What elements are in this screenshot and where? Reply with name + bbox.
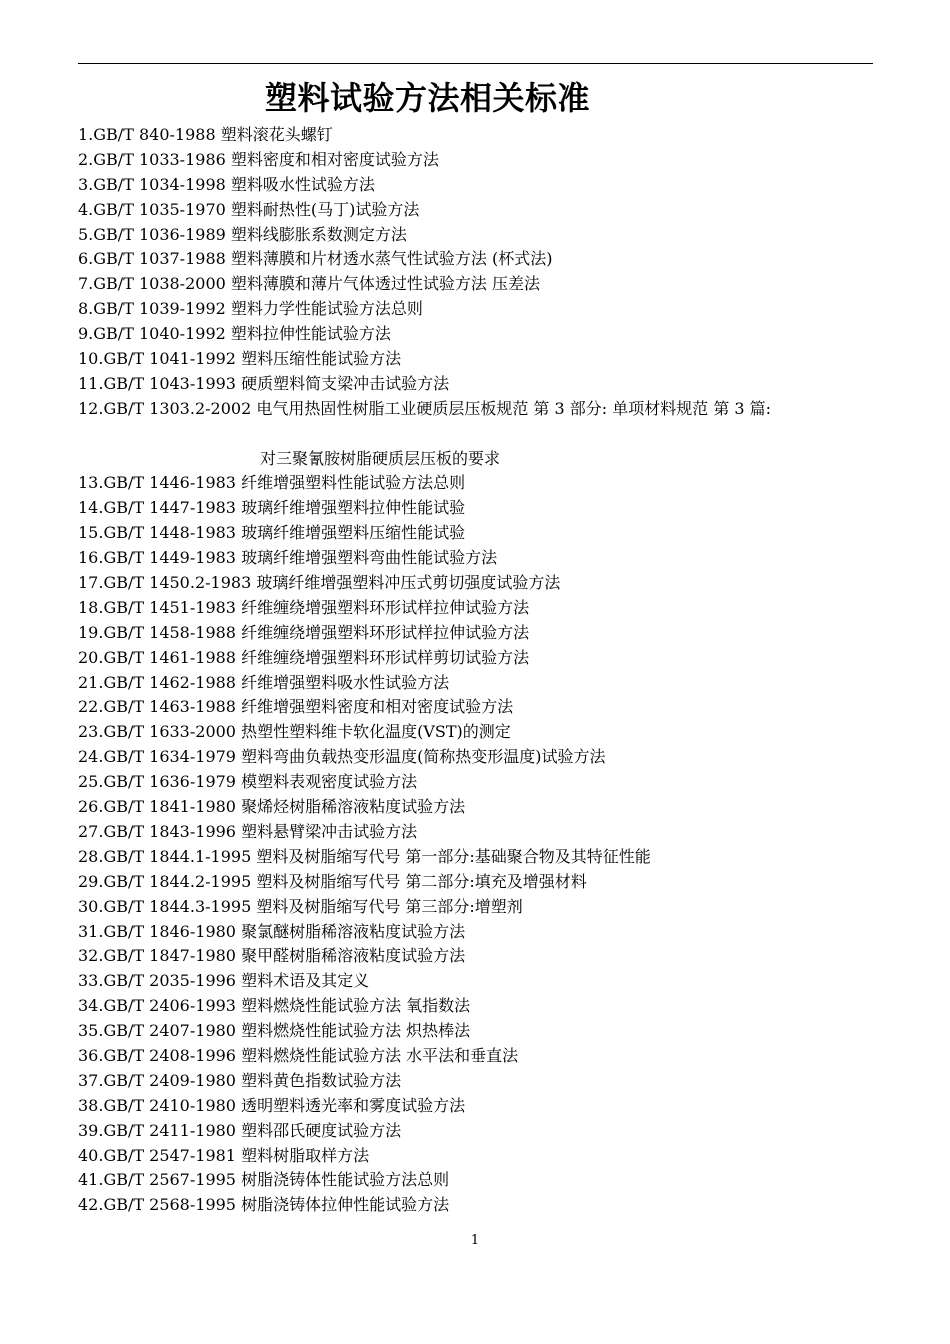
list-item: 11.GB/T 1043-1993 硬质塑料简支梁冲击试验方法: [78, 373, 450, 393]
list-item: 15.GB/T 1448-1983 玻璃纤维增强塑料压缩性能试验: [78, 523, 466, 543]
standards-list: [78, 123, 908, 1218]
list-item: 7.GB/T 1038-2000 塑料薄膜和薄片气体透过性试验方法 压差法: [78, 274, 540, 294]
list-item: 30.GB/T 1844.3-1995 塑料及树脂缩写代号 第三部分:增塑剂: [78, 896, 523, 916]
list-item: 34.GB/T 2406-1993 塑料燃烧性能试验方法 氧指数法: [78, 996, 471, 1016]
list-item: 42.GB/T 2568-1995 树脂浇铸体拉伸性能试验方法: [78, 1195, 450, 1215]
list-item: 2.GB/T 1033-1986 塑料密度和相对密度试验方法: [78, 149, 439, 169]
document-title: 塑料试验方法相关标准: [264, 79, 590, 117]
list-item: 29.GB/T 1844.2-1995 塑料及树脂缩写代号 第二部分:填充及增强材料: [78, 871, 587, 891]
list-item: 16.GB/T 1449-1983 玻璃纤维增强塑料弯曲性能试验方法: [78, 548, 498, 568]
list-item: 24.GB/T 1634-1979 塑料弯曲负载热变形温度(简称热变形温度)试验方法: [78, 747, 606, 767]
list-item: 3.GB/T 1034-1998 塑料吸水性试验方法: [78, 174, 375, 194]
list-item: 28.GB/T 1844.1-1995 塑料及树脂缩写代号 第一部分:基础聚合物及其特征性能: [78, 846, 651, 866]
list-item: 25.GB/T 1636-1979 模塑料表观密度试验方法: [78, 772, 418, 792]
list-item-continuation: 对三聚氰胺树脂硬质层压板的要求: [260, 448, 501, 468]
list-item: 17.GB/T 1450.2-1983 玻璃纤维增强塑料冲压式剪切强度试验方法: [78, 573, 561, 593]
list-item: 32.GB/T 1847-1980 聚甲醛树脂稀溶液粘度试验方法: [78, 946, 466, 966]
list-item: 13.GB/T 1446-1983 纤维增强塑料性能试验方法总则: [78, 473, 466, 493]
list-item: 35.GB/T 2407-1980 塑料燃烧性能试验方法 炽热棒法: [78, 1021, 471, 1041]
list-item: 36.GB/T 2408-1996 塑料燃烧性能试验方法 水平法和垂直法: [78, 1045, 519, 1065]
list-item: 9.GB/T 1040-1992 塑料拉伸性能试验方法: [78, 324, 391, 344]
list-item: 20.GB/T 1461-1988 纤维缠绕增强塑料环形试样剪切试验方法: [78, 647, 530, 667]
blank-line: [78, 422, 908, 447]
list-item: 1.GB/T 840-1988 塑料滚花头螺钉: [78, 125, 333, 144]
page-number: 1: [470, 1233, 480, 1248]
list-item: 27.GB/T 1843-1996 塑料悬臂梁冲击试验方法: [78, 821, 418, 841]
list-item: 4.GB/T 1035-1970 塑料耐热性(马丁)试验方法: [78, 199, 420, 219]
list-item: 19.GB/T 1458-1988 纤维缠绕增强塑料环形试样拉伸试验方法: [78, 622, 530, 642]
list-item: 39.GB/T 2411-1980 塑料邵氏硬度试验方法: [78, 1120, 402, 1140]
list-item: 31.GB/T 1846-1980 聚氯醚树脂稀溶液粘度试验方法: [78, 921, 466, 941]
list-item: 26.GB/T 1841-1980 聚烯烃树脂稀溶液粘度试验方法: [78, 797, 466, 817]
list-item: 33.GB/T 2035-1996 塑料术语及其定义: [78, 971, 370, 991]
list-item: 10.GB/T 1041-1992 塑料压缩性能试验方法: [78, 349, 402, 369]
list-item: 5.GB/T 1036-1989 塑料线膨胀系数测定方法: [78, 224, 407, 244]
list-item: 22.GB/T 1463-1988 纤维增强塑料密度和相对密度试验方法: [78, 697, 514, 717]
list-item: 12.GB/T 1303.2-2002 电气用热固性树脂工业硬质层压板规范 第 3 部分: 单项材料规范 第 3 篇:: [78, 398, 772, 418]
list-item: 18.GB/T 1451-1983 纤维缠绕增强塑料环形试样拉伸试验方法: [78, 597, 530, 617]
list-item: 6.GB/T 1037-1988 塑料薄膜和片材透水蒸气性试验方法 (杯式法): [78, 249, 553, 269]
list-item: 41.GB/T 2567-1995 树脂浇铸体性能试验方法总则: [78, 1170, 450, 1190]
list-item: 14.GB/T 1447-1983 玻璃纤维增强塑料拉伸性能试验: [78, 498, 466, 518]
list-item: 40.GB/T 2547-1981 塑料树脂取样方法: [78, 1145, 370, 1165]
list-item: 8.GB/T 1039-1992 塑料力学性能试验方法总则: [78, 299, 423, 319]
top-rule: [78, 63, 873, 64]
list-item: 37.GB/T 2409-1980 塑料黄色指数试验方法: [78, 1070, 402, 1090]
list-item: 21.GB/T 1462-1988 纤维增强塑料吸水性试验方法: [78, 672, 450, 692]
list-item: 23.GB/T 1633-2000 热塑性塑料维卡软化温度(VST)的测定: [78, 722, 511, 742]
list-item: 38.GB/T 2410-1980 透明塑料透光率和雾度试验方法: [78, 1095, 466, 1115]
